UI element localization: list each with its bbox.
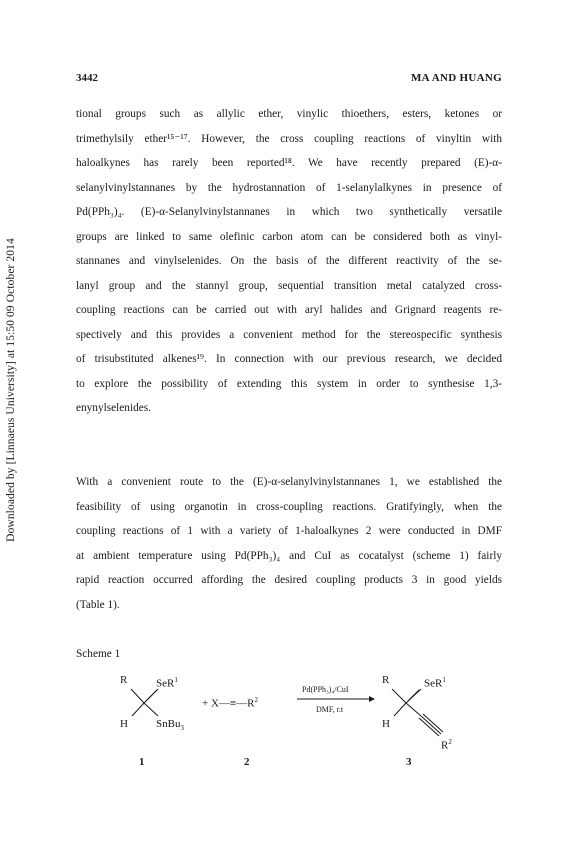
paragraph-1	[76, 102, 502, 421]
product-substituent-r2: $R^2$	[441, 738, 452, 752]
running-head: MA AND HUANG	[411, 72, 502, 84]
triple-bond-line	[421, 716, 441, 734]
catalyst-label: Pd(PPh₃)₄/CuI	[302, 685, 349, 694]
product-substituent-r: R	[382, 674, 390, 686]
paragraph-line: to explore the possibility of extending this system in order to synthesise 1,3-	[76, 377, 502, 390]
paragraph-line: spectively and this provides a convenient method for the stereospecific synthesis	[76, 328, 502, 341]
paragraph-line: rapid reaction occurred affording the desired coupling products 3 in good yields	[76, 574, 502, 586]
bond-line	[406, 703, 421, 716]
page-header	[76, 72, 502, 88]
paragraph-line: groups are linked to same olefinic carbon atom can be considered both as vinyl-	[76, 230, 502, 243]
paragraph-line: trimethylsily ether¹⁵⁻¹⁷. However, the cross coupling reactions of vinyltin with	[76, 132, 502, 145]
paragraph-line: haloalkynes has rarely been reported¹⁸. We have recently prepared (E)-α-	[76, 157, 502, 169]
product-substituent-ser: SeR$^1$	[424, 676, 446, 690]
paragraph-line: lanyl group and the stannyl group, sequential transition metal catalyzed cross-	[76, 279, 502, 292]
paragraph-line: With a convenient route to the (E)-α-selanylvinylstannanes 1, we established the	[76, 476, 502, 488]
triple-bond-line	[419, 718, 439, 736]
triple-bond-line	[423, 714, 443, 732]
paragraph-line: tional groups such as allylic ether, vinylic thioethers, esters, ketones or	[76, 108, 502, 120]
substituent-h: H	[120, 718, 128, 730]
substituent-ser: SeR$^1$	[156, 676, 178, 690]
download-watermark	[2, 160, 20, 620]
paragraph-line: coupling reactions can be carried out with aryl halides and Grignard reagents re-	[76, 304, 502, 316]
bond-line	[131, 689, 144, 703]
reaction-arrowhead	[369, 696, 375, 702]
paragraph-line: coupling reactions of 1 with a variety of 1-haloalkynes 2 were conducted in DMF	[76, 525, 502, 537]
paragraph-2	[76, 470, 502, 617]
bond-line	[394, 703, 406, 716]
product-substituent-h: H	[382, 718, 390, 730]
bond-line	[144, 703, 158, 716]
paragraph-line: feasibility of using organotin in cross-coupling reactions. Gratifyingly, when the	[76, 500, 502, 513]
compound-number-3: 3	[406, 756, 412, 768]
bond-line	[392, 689, 406, 703]
paragraph-line: enynylselenides.	[76, 402, 151, 414]
scheme-title: Scheme 1	[76, 648, 121, 660]
reaction-scheme	[76, 668, 506, 778]
compound-number-2: 2	[244, 756, 250, 768]
substituent-r: R	[120, 674, 128, 686]
page-number: 3442	[76, 72, 98, 84]
haloalkyne-reagent: + $X—\equiv—R^2$	[202, 696, 258, 710]
compound-number-1: 1	[139, 756, 145, 768]
conditions-label: DMF, r.t	[316, 705, 344, 714]
substituent-snbu3: SnBu$_3$	[156, 718, 184, 733]
paragraph-line: at ambient temperature using Pd(PPh₃)₄ and CuI as cocatalyst (scheme 1) fairly	[76, 549, 502, 562]
paragraph-line: (Table 1).	[76, 598, 120, 611]
paragraph-line: stannanes and vinylselenides. On the basis of the different reactivity of the se-	[76, 255, 502, 267]
bond-line	[146, 690, 157, 701]
bond-line	[408, 690, 419, 701]
download-watermark-text: Downloaded by [Linnaeus University] at 15:50 09 October 2014	[5, 238, 17, 542]
bond-line	[132, 703, 144, 716]
paragraph-line: selanylvinylstannanes by the hydrostannation of 1-selanylalkynes in presence of	[76, 181, 502, 194]
paragraph-line: of trisubstituted alkenes¹⁹. In connection with our previous research, we decided	[76, 353, 502, 365]
paragraph-line: Pd(PPh₃)₄. (E)-α-Selanylvinylstannanes in which two synthetically versatile	[76, 206, 502, 218]
